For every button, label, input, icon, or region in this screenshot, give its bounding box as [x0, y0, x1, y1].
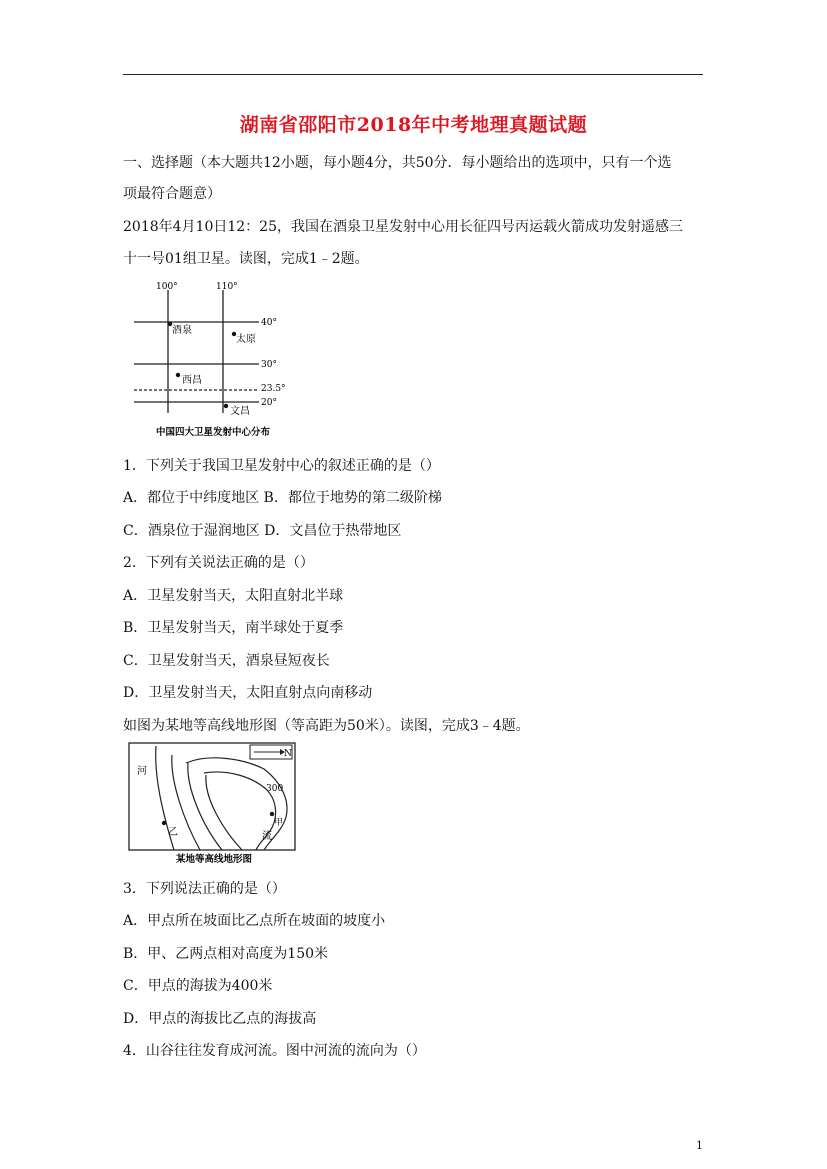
instruction-line-1: 一、选择题（本大题共12小题，每小题4分，共50分．每小题给出的选项中，只有一个选	[123, 155, 672, 171]
page-title: 湖南省邵阳市2018年中考地理真题试题	[239, 114, 588, 136]
river-char-liu: 流	[262, 831, 272, 842]
header-rule	[123, 74, 703, 75]
north-arrow	[250, 745, 292, 759]
question-2-option-b: B．卫星发射当天，南半球处于夏季	[123, 620, 344, 636]
lon-label-110: 110°	[216, 282, 238, 292]
question-4: 4．山谷往往发育成河流。图中河流的流向为（）	[123, 1043, 426, 1059]
instruction-line-2: 项最符合题意）	[123, 186, 221, 202]
contour-caption: 某地等高线地形图	[176, 854, 253, 865]
north-label: N	[284, 749, 292, 759]
xichang-dot	[176, 373, 180, 377]
question-2-option-a: A．卫星发射当天，太阳直射北半球	[123, 588, 344, 604]
point-yi-dot	[162, 821, 166, 825]
contour-label-300: 300	[266, 784, 284, 794]
point-yi-label: 乙	[168, 827, 178, 838]
question-1-options-cd: C．酒泉位于湿润地区 D．文昌位于热带地区	[123, 523, 402, 539]
wenchang-dot	[224, 404, 228, 408]
page-number: 1	[696, 1139, 703, 1152]
site-wenchang: 文昌	[230, 406, 250, 417]
site-xichang: 西昌	[182, 375, 202, 386]
question-3-option-a: A．甲点所在坡面比乙点所在坡面的坡度小	[123, 913, 386, 929]
lat-label-30: 30°	[261, 360, 277, 370]
lat-label-23-5: 23.5°	[261, 384, 286, 394]
point-jia-label: 甲	[274, 818, 284, 828]
lat-label-20: 20°	[261, 398, 277, 408]
question-1-options-ab: A．都位于中纬度地区 B．都位于地势的第二级阶梯	[123, 490, 442, 506]
passage-line-2: 十一号01组卫星。读图，完成1﹣2题。	[123, 251, 369, 267]
lat-label-40: 40°	[261, 318, 277, 328]
launch-center-map	[126, 278, 296, 440]
lon-label-100: 100°	[156, 282, 178, 292]
question-3-option-b: B．甲、乙两点相对高度为150米	[123, 946, 329, 962]
contour-map	[126, 741, 298, 865]
question-3-option-c: C．甲点的海拔为400米	[123, 978, 273, 994]
question-3-option-d: D．甲点的海拔比乙点的海拔高	[123, 1011, 317, 1027]
question-2: 2．下列有关说法正确的是（）	[123, 555, 314, 571]
map-caption: 中国四大卫星发射中心分布	[156, 427, 271, 438]
passage-line-1: 2018年4月10日12：25，我国在酒泉卫星发射中心用长征四号丙运载火箭成功发射遥感三	[123, 219, 683, 235]
question-1: 1．下列关于我国卫星发射中心的叙述正确的是（）	[123, 458, 440, 474]
river-char-he: 河	[137, 766, 147, 777]
question-2-option-c: C．卫星发射当天，酒泉昼短夜长	[123, 653, 330, 669]
site-taiyuan: 太原	[236, 334, 256, 345]
point-jia-dot	[270, 812, 274, 816]
site-jiuquan: 酒泉	[172, 325, 192, 336]
contour-intro: 如图为某地等高线地形图（等高距为50米）。读图，完成3﹣4题。	[123, 718, 530, 734]
question-3: 3．下列说法正确的是（）	[123, 881, 286, 897]
question-2-option-d: D．卫星发射当天，太阳直射点向南移动	[123, 685, 373, 701]
